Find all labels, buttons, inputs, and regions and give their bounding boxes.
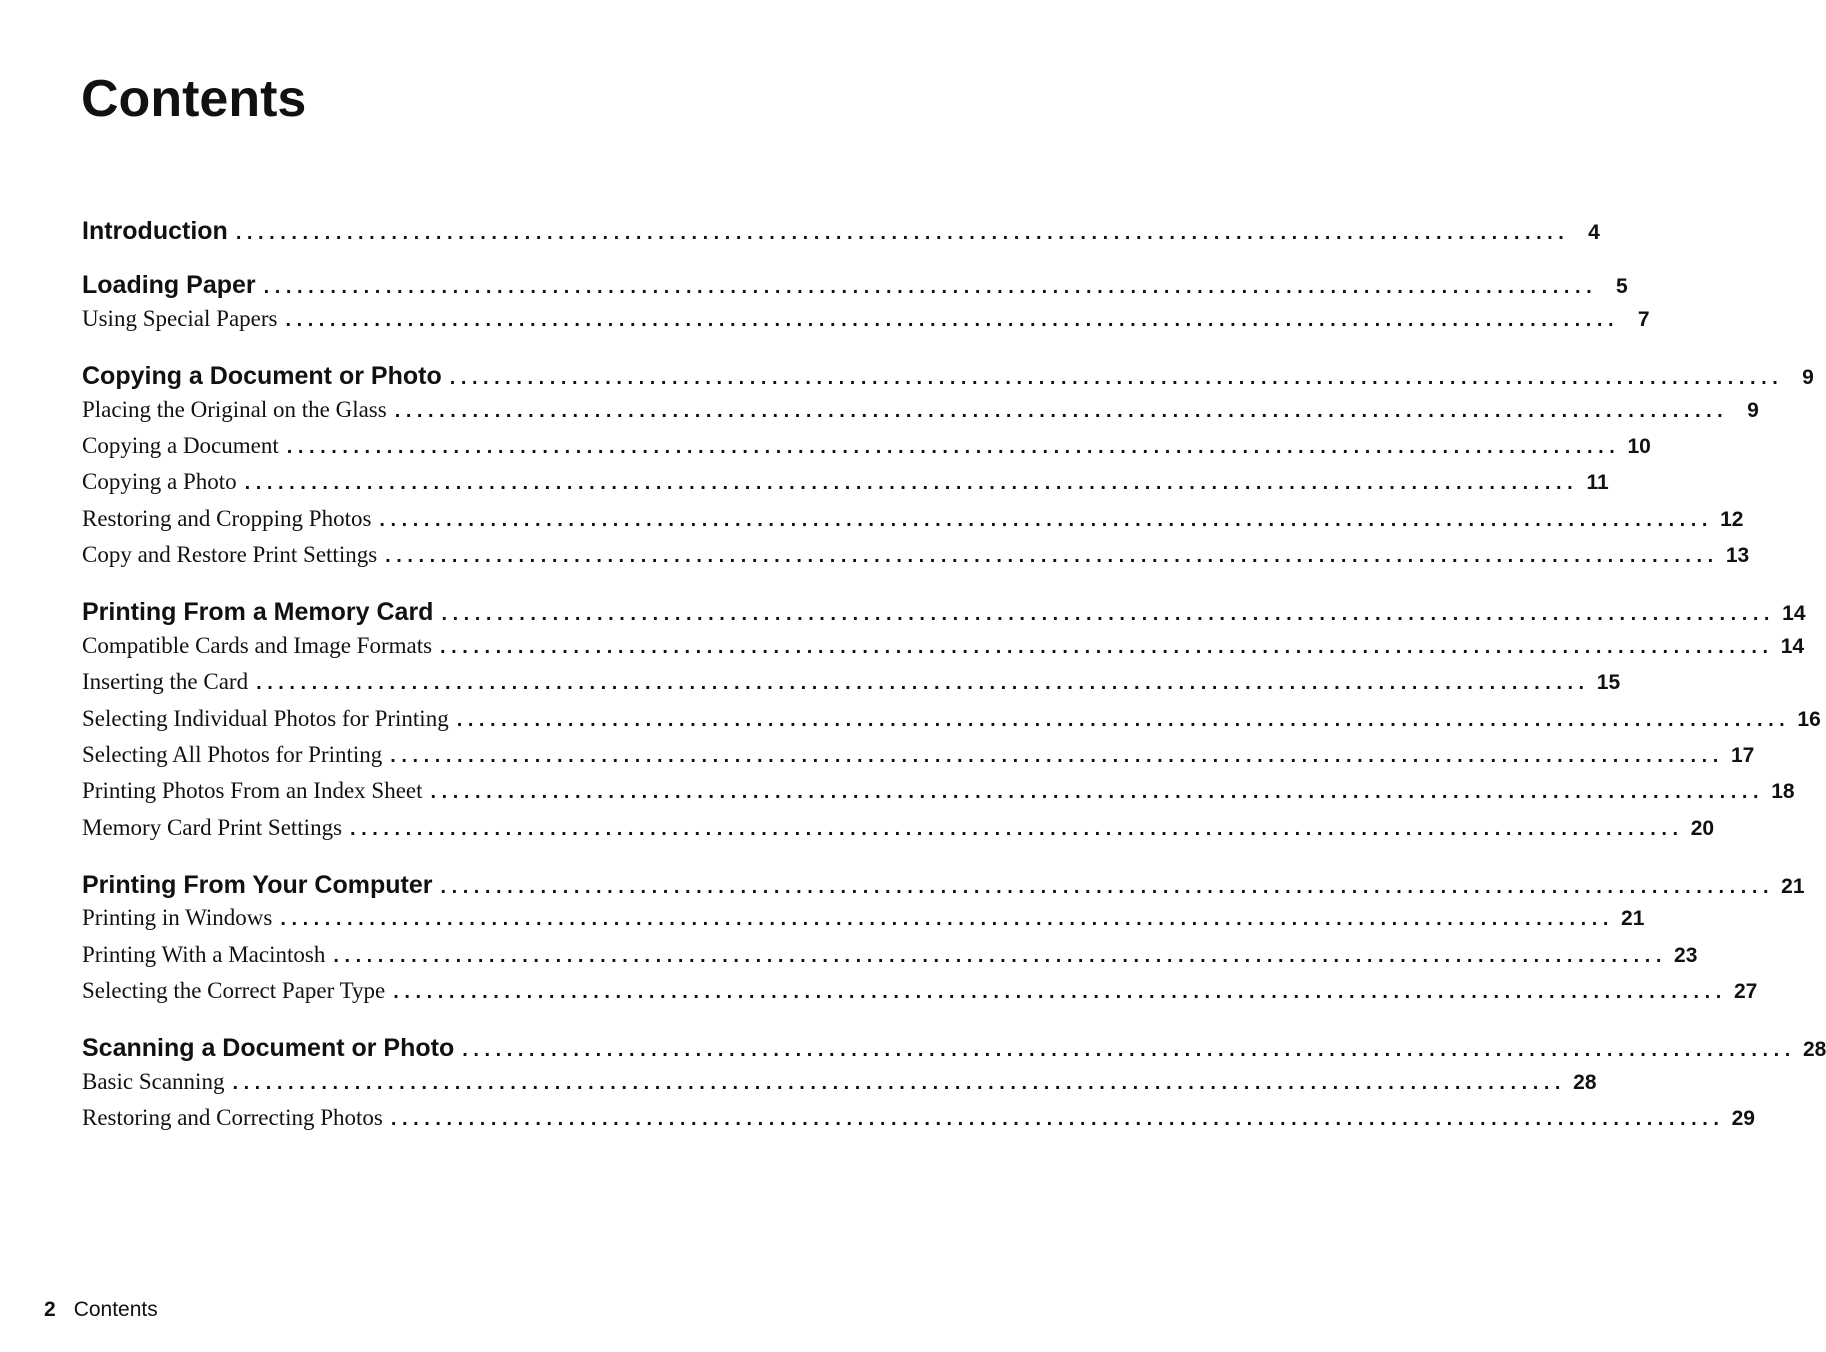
toc-page-number: 14 <box>1782 602 1806 625</box>
toc-entry <box>82 1103 1755 1134</box>
dot-leader: . . . . . . . . . . . . . . . . . . . . . . . . . . . . . . . . . . . . . . . . . . . . . . . . . . . . . . . . . . . . . . . . . . . . . . . . . . . . . . . . . . . . . . . . . . . . . . . . . . . . . . . . . . . . . . . . . . . . . . . . <box>462 1039 1791 1061</box>
toc-entry-title: Printing in Windows <box>82 905 273 930</box>
toc-page-number: 4 <box>1588 221 1600 244</box>
toc-entry <box>82 740 1755 771</box>
dot-leader: . . . . . . . . . . . . . . . . . . . . . . . . . . . . . . . . . . . . . . . . . . . . . . . . . . . . . . . . . . . . . . . . . . . . . . . . . . . . . . . . . . . . . . . . . . . . . . . . . . . . . . . . . . . . . . . . . . . . . . . . <box>286 436 1615 458</box>
toc-page-number: 23 <box>1674 944 1698 967</box>
toc-section-heading <box>82 361 1814 393</box>
toc-entry <box>82 467 1609 498</box>
footer-page-number: 2 <box>44 1298 56 1321</box>
toc-page-number: 27 <box>1733 980 1758 1003</box>
toc-entry <box>82 1067 1597 1098</box>
toc-entry-title: Basic Scanning <box>82 1069 225 1094</box>
toc-page-number: 18 <box>1771 780 1795 803</box>
toc-entry <box>82 540 1750 571</box>
dot-leader: . . . . . . . . . . . . . . . . . . . . . . . . . . . . . . . . . . . . . . . . . . . . . . . . . . . . . . . . . . . . . . . . . . . . . . . . . . . . . . . . . . . . . . . . . . . . . . . . . . . . . . . . . . . . . . . . . . . . . . . . <box>390 745 1719 767</box>
dot-leader: . . . . . . . . . . . . . . . . . . . . . . . . . . . . . . . . . . . . . . . . . . . . . . . . . . . . . . . . . . . . . . . . . . . . . . . . . . . . . . . . . . . . . . . . . . . . . . . . . . . . . . . . . . . . . . . . . . . . . . . . <box>333 945 1662 967</box>
toc-entry-title: Copying a Document or Photo <box>82 362 442 390</box>
toc-entry <box>82 940 1698 971</box>
dot-leader: . . . . . . . . . . . . . . . . . . . . . . . . . . . . . . . . . . . . . . . . . . . . . . . . . . . . . . . . . . . . . . . . . . . . . . . . . . . . . . . . . . . . . . . . . . . . . . . . . . . . . . . . . . . . . . . . . . . . . . . . <box>235 222 1564 244</box>
dot-leader: . . . . . . . . . . . . . . . . . . . . . . . . . . . . . . . . . . . . . . . . . . . . . . . . . . . . . . . . . . . . . . . . . . . . . . . . . . . . . . . . . . . . . . . . . . . . . . . . . . . . . . . . . . . . . . . . . . . . . . . . <box>440 636 1769 658</box>
toc-entry <box>82 431 1651 462</box>
dot-leader: . . . . . . . . . . . . . . . . . . . . . . . . . . . . . . . . . . . . . . . . . . . . . . . . . . . . . . . . . . . . . . . . . . . . . . . . . . . . . . . . . . . . . . . . . . . . . . . . . . . . . . . . . . . . . . . . . . . . . . . . <box>350 818 1679 840</box>
toc-entry-title: Inserting the Card <box>82 669 249 694</box>
toc-section-heading <box>82 216 1600 248</box>
dot-leader: . . . . . . . . . . . . . . . . . . . . . . . . . . . . . . . . . . . . . . . . . . . . . . . . . . . . . . . . . . . . . . . . . . . . . . . . . . . . . . . . . . . . . . . . . . . . . . . . . . . . . . . . . . . . . . . . . . . . . . . . <box>379 509 1708 531</box>
toc-entry <box>82 504 1744 535</box>
toc-entry <box>82 813 1715 844</box>
toc-page-number: 14 <box>1780 635 1805 658</box>
toc-entry-title: Selecting the Correct Paper Type <box>82 978 386 1003</box>
toc-entry <box>82 776 1795 807</box>
toc-entry-title: Restoring and Correcting Photos <box>82 1105 383 1130</box>
toc-entry <box>82 976 1758 1007</box>
toc-section-heading <box>82 870 1805 902</box>
toc-entry-title: Printing With a Macintosh <box>82 942 326 967</box>
dot-leader: . . . . . . . . . . . . . . . . . . . . . . . . . . . . . . . . . . . . . . . . . . . . . . . . . . . . . . . . . . . . . . . . . . . . . . . . . . . . . . . . . . . . . . . . . . . . . . . . . . . . . . . . . . . . . . . . . . . . . . . . <box>393 981 1722 1003</box>
toc-page-number: 21 <box>1621 907 1645 930</box>
toc-entry-title: Memory Card Print Settings <box>82 815 343 840</box>
dot-leader: . . . . . . . . . . . . . . . . . . . . . . . . . . . . . . . . . . . . . . . . . . . . . . . . . . . . . . . . . . . . . . . . . . . . . . . . . . . . . . . . . . . . . . . . . . . . . . . . . . . . . . . . . . . . . . . . . . . . . . . . <box>385 545 1714 567</box>
toc-page-number: 20 <box>1690 817 1715 840</box>
toc-page-number: 16 <box>1797 708 1821 731</box>
toc-entry-title: Printing From Your Computer <box>82 871 433 899</box>
dot-leader: . . . . . . . . . . . . . . . . . . . . . . . . . . . . . . . . . . . . . . . . . . . . . . . . . . . . . . . . . . . . . . . . . . . . . . . . . . . . . . . . . . . . . . . . . . . . . . . . . . . . . . . . . . . . . . . . . . . . . . . . <box>244 472 1573 494</box>
dot-leader: . . . . . . . . . . . . . . . . . . . . . . . . . . . . . . . . . . . . . . . . . . . . . . . . . . . . . . . . . . . . . . . . . . . . . . . . . . . . . . . . . . . . . . . . . . . . . . . . . . . . . . . . . . . . . . . . . . . . . . . . <box>394 400 1723 422</box>
toc-page-number: 9 <box>1747 399 1759 422</box>
toc-entry-title: Introduction <box>82 217 228 245</box>
toc-section-heading <box>82 597 1806 629</box>
dot-leader: . . . . . . . . . . . . . . . . . . . . . . . . . . . . . . . . . . . . . . . . . . . . . . . . . . . . . . . . . . . . . . . . . . . . . . . . . . . . . . . . . . . . . . . . . . . . . . . . . . . . . . . . . . . . . . . . . . . . . . . . <box>449 367 1778 389</box>
dot-leader: . . . . . . . . . . . . . . . . . . . . . . . . . . . . . . . . . . . . . . . . . . . . . . . . . . . . . . . . . . . . . . . . . . . . . . . . . . . . . . . . . . . . . . . . . . . . . . . . . . . . . . . . . . . . . . . . . . . . . . . . <box>256 672 1585 694</box>
toc-entry-title: Placing the Original on the Glass <box>82 397 387 422</box>
toc-page-number: 29 <box>1731 1107 1755 1130</box>
toc-page-number: 28 <box>1573 1071 1597 1094</box>
dot-leader: . . . . . . . . . . . . . . . . . . . . . . . . . . . . . . . . . . . . . . . . . . . . . . . . . . . . . . . . . . . . . . . . . . . . . . . . . . . . . . . . . . . . . . . . . . . . . . . . . . . . . . . . . . . . . . . . . . . . . . . . <box>430 781 1759 803</box>
toc-page-number: 10 <box>1627 435 1651 458</box>
dot-leader: . . . . . . . . . . . . . . . . . . . . . . . . . . . . . . . . . . . . . . . . . . . . . . . . . . . . . . . . . . . . . . . . . . . . . . . . . . . . . . . . . . . . . . . . . . . . . . . . . . . . . . . . . . . . . . . . . . . . . . . . <box>263 276 1592 298</box>
toc-entry-title: Copying a Document <box>82 433 279 458</box>
toc-page-number: 21 <box>1781 875 1805 898</box>
toc-section-heading <box>82 1033 1826 1065</box>
toc-entry-title: Restoring and Cropping Photos <box>82 506 372 531</box>
page-footer <box>44 1295 158 1325</box>
toc-page-number: 5 <box>1616 275 1628 298</box>
dot-leader: . . . . . . . . . . . . . . . . . . . . . . . . . . . . . . . . . . . . . . . . . . . . . . . . . . . . . . . . . . . . . . . . . . . . . . . . . . . . . . . . . . . . . . . . . . . . . . . . . . . . . . . . . . . . . . . . . . . . . . . . <box>285 309 1614 331</box>
toc-entry-title: Copy and Restore Print Settings <box>82 542 378 567</box>
toc-page-number: 12 <box>1720 508 1744 531</box>
toc-entry-title: Using Special Papers <box>82 306 278 331</box>
footer-section-label: Contents <box>73 1298 158 1321</box>
dot-leader: . . . . . . . . . . . . . . . . . . . . . . . . . . . . . . . . . . . . . . . . . . . . . . . . . . . . . . . . . . . . . . . . . . . . . . . . . . . . . . . . . . . . . . . . . . . . . . . . . . . . . . . . . . . . . . . . . . . . . . . . <box>441 603 1770 625</box>
toc-page-number: 28 <box>1802 1038 1826 1061</box>
toc-page-number: 13 <box>1725 544 1750 567</box>
toc-page-number: 9 <box>1802 366 1814 389</box>
toc-entry <box>82 704 1821 735</box>
toc-entry <box>82 304 1650 335</box>
toc-section-heading <box>82 270 1628 302</box>
toc-entry <box>82 903 1645 934</box>
toc-entry-title: Compatible Cards and Image Formats <box>82 633 433 658</box>
page-title: Contents <box>81 70 307 128</box>
toc-entry-title: Printing Photos From an Index Sheet <box>82 778 423 803</box>
toc-entry-title: Loading Paper <box>82 271 256 299</box>
dot-leader: . . . . . . . . . . . . . . . . . . . . . . . . . . . . . . . . . . . . . . . . . . . . . . . . . . . . . . . . . . . . . . . . . . . . . . . . . . . . . . . . . . . . . . . . . . . . . . . . . . . . . . . . . . . . . . . . . . . . . . . . <box>232 1072 1561 1094</box>
toc-page-number: 15 <box>1596 671 1621 694</box>
toc-page-number: 7 <box>1637 308 1650 331</box>
toc-entry-title: Copying a Photo <box>82 469 237 494</box>
dot-leader: . . . . . . . . . . . . . . . . . . . . . . . . . . . . . . . . . . . . . . . . . . . . . . . . . . . . . . . . . . . . . . . . . . . . . . . . . . . . . . . . . . . . . . . . . . . . . . . . . . . . . . . . . . . . . . . . . . . . . . . . <box>440 876 1769 898</box>
toc-entry-title: Printing From a Memory Card <box>82 598 434 626</box>
toc-entry-title: Selecting Individual Photos for Printing <box>82 706 449 731</box>
toc-entry <box>82 631 1805 662</box>
toc-entry <box>82 667 1621 698</box>
toc-entry-title: Selecting All Photos for Printing <box>82 742 383 767</box>
toc-page-number: 17 <box>1730 744 1755 767</box>
toc-page-number: 11 <box>1586 471 1609 494</box>
dot-leader: . . . . . . . . . . . . . . . . . . . . . . . . . . . . . . . . . . . . . . . . . . . . . . . . . . . . . . . . . . . . . . . . . . . . . . . . . . . . . . . . . . . . . . . . . . . . . . . . . . . . . . . . . . . . . . . . . . . . . . . . <box>390 1108 1719 1130</box>
toc-entry-title: Scanning a Document or Photo <box>82 1034 455 1062</box>
table-of-contents <box>82 0 1826 1352</box>
dot-leader: . . . . . . . . . . . . . . . . . . . . . . . . . . . . . . . . . . . . . . . . . . . . . . . . . . . . . . . . . . . . . . . . . . . . . . . . . . . . . . . . . . . . . . . . . . . . . . . . . . . . . . . . . . . . . . . . . . . . . . . . <box>456 709 1785 731</box>
toc-entry <box>82 395 1759 426</box>
dot-leader: . . . . . . . . . . . . . . . . . . . . . . . . . . . . . . . . . . . . . . . . . . . . . . . . . . . . . . . . . . . . . . . . . . . . . . . . . . . . . . . . . . . . . . . . . . . . . . . . . . . . . . . . . . . . . . . . . . . . . . . . <box>280 908 1609 930</box>
